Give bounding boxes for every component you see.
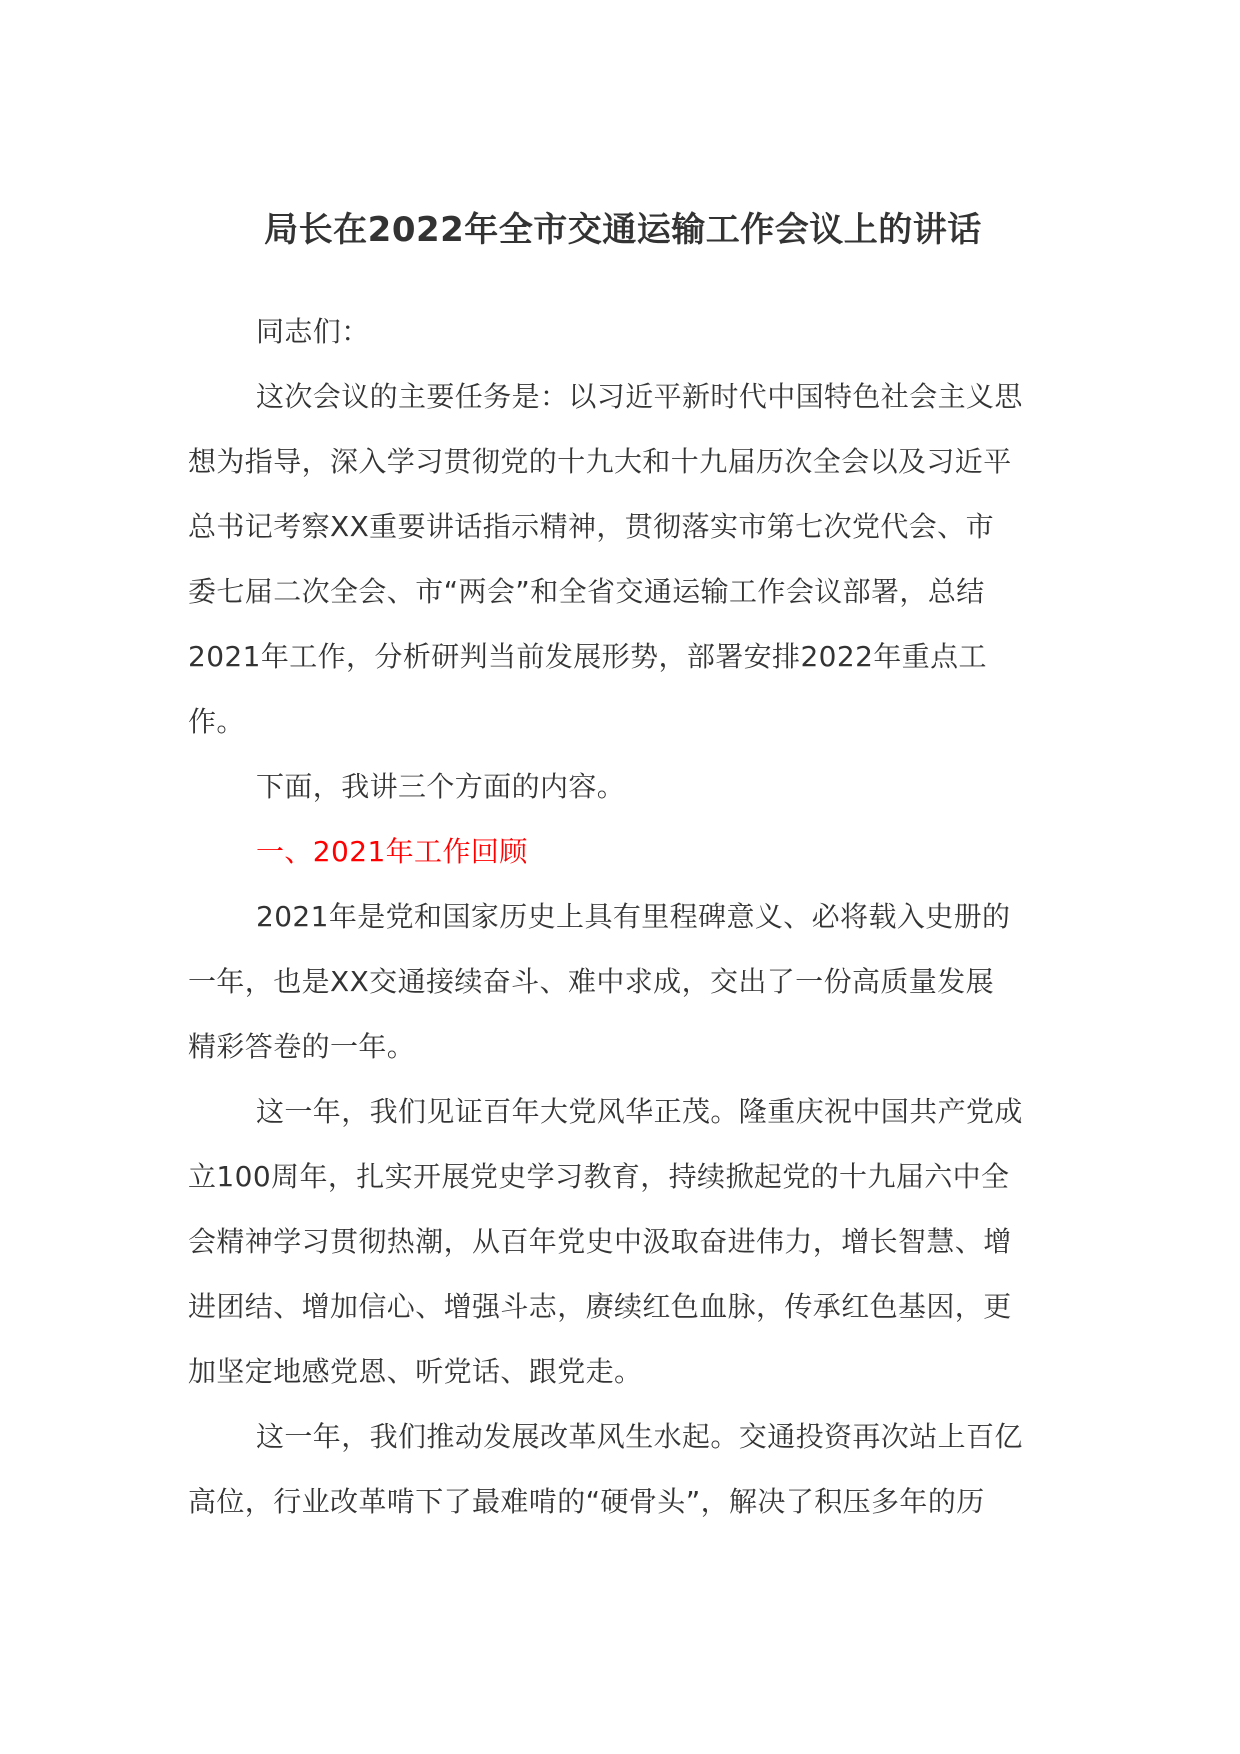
text-line: 委七届二次全会、市“两会”和全省交通运输工作会议部署，总结 [188, 575, 985, 608]
text-line: 加坚定地感党恩、听党话、跟党走。 [188, 1355, 643, 1388]
text-line: 想为指导，深入学习贯彻党的十九大和十九届历次全会以及习近平 [188, 445, 1012, 478]
document-title: 局长在2022年全市交通运输工作会议上的讲话 [264, 210, 982, 250]
text-line: 进团结、增加信心、增强斗志，赓续红色血脉，传承红色基因，更 [188, 1290, 1012, 1323]
text-line: 下面，我讲三个方面的内容。 [256, 770, 626, 803]
paragraph-party-centenary [188, 1079, 1058, 1404]
text-line: 一年，也是XX交通接续奋斗、难中求成，交出了一份高质量发展 [188, 965, 994, 998]
text-line: 2021年工作，分析研判当前发展形势，部署安排2022年重点工 [188, 640, 987, 673]
text-line: 高位，行业改革啃下了最难啃的“硬骨头”，解决了积压多年的历 [188, 1485, 985, 1518]
text-line: 这次会议的主要任务是：以习近平新时代中国特色社会主义思 [256, 380, 1023, 413]
text-line: 2021年是党和国家历史上具有里程碑意义、必将载入史册的 [256, 900, 1011, 933]
greeting: 同志们： [256, 315, 370, 348]
text-line: 总书记考察XX重要讲话指示精神，贯彻落实市第七次党代会、市 [188, 510, 994, 543]
text-line: 这一年，我们见证百年大党风华正茂。隆重庆祝中国共产党成 [256, 1095, 1023, 1128]
section-heading: 一、2021年工作回顾 [256, 835, 528, 868]
text-line: 立100周年，扎实开展党史学习教育，持续掀起党的十九届六中全 [188, 1160, 1010, 1193]
text-line: 精彩答卷的一年。 [188, 1030, 416, 1063]
text-line: 会精神学习贯彻热潮，从百年党史中汲取奋进伟力，增长智慧、增 [188, 1225, 1012, 1258]
text-line: 作。 [188, 705, 245, 738]
paragraph-outline [188, 754, 1058, 819]
text-line: 这一年，我们推动发展改革风生水起。交通投资再次站上百亿 [256, 1420, 1023, 1453]
paragraph-meeting-tasks [188, 364, 1058, 754]
paragraph-reform-development [188, 1404, 1058, 1534]
paragraph-2021-milestone [188, 884, 1058, 1079]
document-page [188, 198, 1058, 1534]
